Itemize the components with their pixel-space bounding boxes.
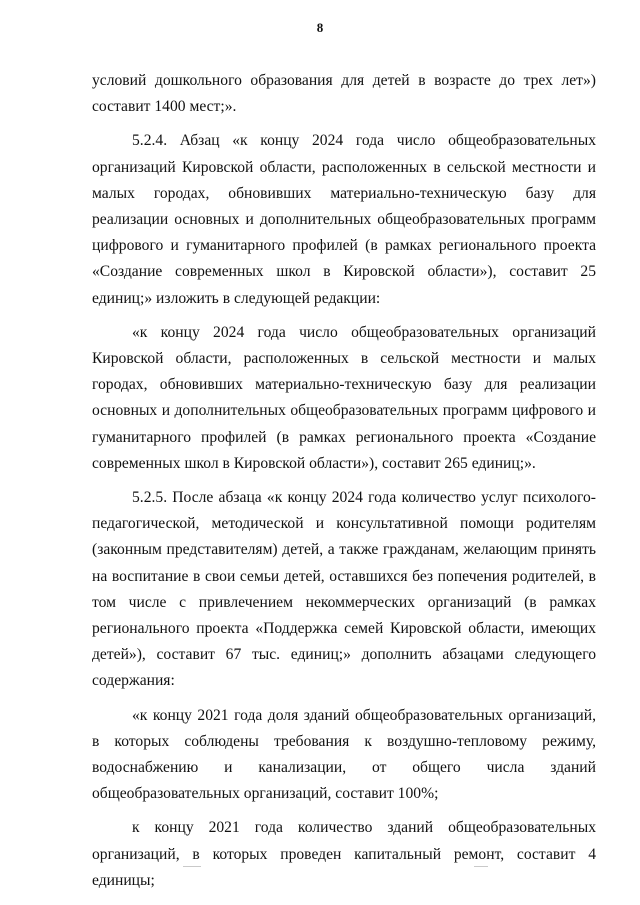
paragraph-added-2: к концу 2021 года количество зданий общеобразовательных организаций, в которых проведен капитальный ремонт, составит 4 единицы; bbox=[92, 819, 596, 889]
page-number: 8 bbox=[316, 20, 324, 35]
paragraph-new-wording: «к концу 2024 года число общеобразовательных организаций Кировской области, расположенных в сельской местности и малых городах, обновивших материально-техническую базу для реализации основных и дополнительных общеобразовательных программ цифрового и гуманитарного профилей (в рамках регионального проекта «Создание современных школ в Кировской области»), составит 265 единиц;». bbox=[92, 323, 596, 472]
footer-scan-mark bbox=[183, 866, 201, 867]
paragraph-5-2-5: 5.2.5. После абзаца «к концу 2024 года количество услуг психолого-педагогической, методической и консультативной помощи родителям (законным представителям) детей, а также гражданам, желающим принять на воспитание в свои семьи детей, оставшихся без попечения родителей, в том числе с привлечением некоммерческих организаций (в рамках регионального проекта «Поддержка семей Кировской области, имеющих детей»), составит 67 тыс. единиц;» дополнить абзацами следующего содержания: bbox=[92, 489, 596, 690]
paragraph-5-2-4: 5.2.4. Абзац «к концу 2024 года число общеобразовательных организаций Кировской области, расположенных в сельской местности и малых городах, обновивших материально-техническую базу для реализации основных и дополнительных общеобразовательных программ цифрового и гуманитарного профилей (в рамках регионального проекта «Создание современных школ в Кировской области»), составит 25 единиц;» изложить в следующей редакции: bbox=[92, 132, 596, 307]
document-body bbox=[92, 68, 596, 897]
paragraph-continuation: условий дошкольного образования для детей в возрасте до трех лет») составит 1400 мест;». bbox=[92, 72, 596, 116]
paragraph-added-1: «к концу 2021 года доля зданий общеобразовательных организаций, в которых соблюдены требования к воздушно-тепловому режиму, водоснабжению и канализации, от общего числа зданий общеобразовательных организаций, составит 100%; bbox=[92, 706, 596, 803]
footer-scan-mark bbox=[474, 866, 488, 867]
